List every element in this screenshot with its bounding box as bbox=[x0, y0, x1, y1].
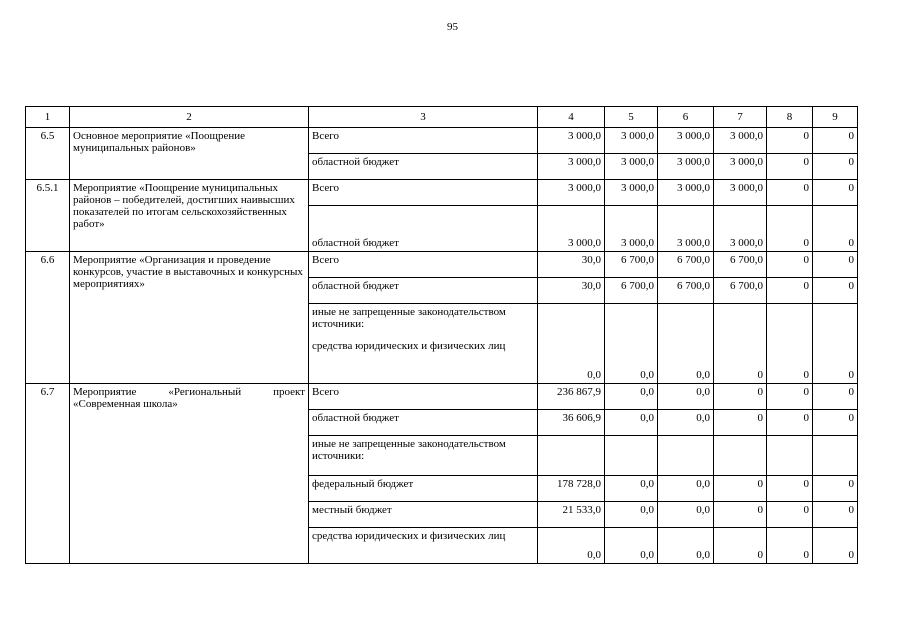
row-code: 6.6 bbox=[26, 252, 70, 384]
value-cell: 0,0 bbox=[658, 528, 714, 564]
value-cell: 0 bbox=[714, 384, 767, 410]
value-cell: 3 000,0 bbox=[538, 128, 605, 154]
value-cell: 0,0 bbox=[658, 384, 714, 410]
source-label: местный бюджет bbox=[309, 502, 538, 528]
source-label: областной бюджет bbox=[309, 154, 538, 180]
table-row bbox=[26, 384, 858, 410]
value-cell: 0 bbox=[813, 206, 858, 252]
value-cell: 3 000,0 bbox=[538, 206, 605, 252]
value-cell: 0,0 bbox=[538, 528, 605, 564]
row-code: 6.5.1 bbox=[26, 180, 70, 252]
value-cell: 0 bbox=[767, 278, 813, 304]
header-cell: 7 bbox=[714, 107, 767, 128]
value-cell: 0 bbox=[767, 128, 813, 154]
value-cell: 30,0 bbox=[538, 278, 605, 304]
table-row bbox=[26, 252, 858, 278]
value-cell: 6 700,0 bbox=[714, 252, 767, 278]
page-number: 95 bbox=[447, 21, 458, 33]
value-cell: 3 000,0 bbox=[658, 154, 714, 180]
value-cell: 0 bbox=[767, 410, 813, 436]
row-name-line: Мероприятие «Региональный проект bbox=[73, 386, 305, 398]
value-cell: 0 bbox=[767, 252, 813, 278]
value-cell: 0 bbox=[767, 180, 813, 206]
source-label: Всего bbox=[309, 180, 538, 206]
source-cell bbox=[309, 304, 538, 384]
row-name bbox=[70, 384, 309, 564]
other-sources-label: иные не запрещенные законодательством источники: bbox=[309, 436, 538, 476]
value-cell: 0,0 bbox=[538, 304, 605, 384]
value-cell bbox=[714, 436, 767, 476]
table-row bbox=[26, 180, 858, 206]
budget-table bbox=[25, 106, 858, 564]
value-cell: 0 bbox=[767, 502, 813, 528]
value-cell: 3 000,0 bbox=[538, 154, 605, 180]
value-cell: 0,0 bbox=[605, 384, 658, 410]
value-cell: 0 bbox=[813, 278, 858, 304]
value-cell: 236 867,9 bbox=[538, 384, 605, 410]
value-cell: 0,0 bbox=[658, 410, 714, 436]
value-cell: 0 bbox=[714, 502, 767, 528]
value-cell: 3 000,0 bbox=[605, 128, 658, 154]
source-label: областной бюджет bbox=[309, 206, 538, 252]
header-cell: 8 bbox=[767, 107, 813, 128]
value-cell: 0 bbox=[767, 476, 813, 502]
value-cell: 6 700,0 bbox=[658, 252, 714, 278]
header-cell: 6 bbox=[658, 107, 714, 128]
value-cell: 0 bbox=[714, 410, 767, 436]
source-label: федеральный бюджет bbox=[309, 476, 538, 502]
value-cell: 30,0 bbox=[538, 252, 605, 278]
value-cell: 6 700,0 bbox=[658, 278, 714, 304]
value-cell: 0 bbox=[813, 528, 858, 564]
value-cell: 0 bbox=[813, 154, 858, 180]
value-cell: 36 606,9 bbox=[538, 410, 605, 436]
value-cell: 6 700,0 bbox=[605, 278, 658, 304]
value-cell bbox=[767, 436, 813, 476]
source-label: Всего bbox=[309, 252, 538, 278]
value-cell: 0 bbox=[714, 304, 767, 384]
value-cell: 0,0 bbox=[658, 304, 714, 384]
header-row bbox=[26, 107, 858, 128]
value-cell: 0 bbox=[813, 128, 858, 154]
value-cell: 3 000,0 bbox=[714, 154, 767, 180]
value-cell: 0,0 bbox=[605, 528, 658, 564]
value-cell: 0 bbox=[714, 476, 767, 502]
value-cell: 21 533,0 bbox=[538, 502, 605, 528]
value-cell: 3 000,0 bbox=[714, 128, 767, 154]
value-cell: 0 bbox=[714, 528, 767, 564]
header-cell: 4 bbox=[538, 107, 605, 128]
value-cell: 0 bbox=[767, 206, 813, 252]
value-cell: 0 bbox=[813, 304, 858, 384]
header-cell: 5 bbox=[605, 107, 658, 128]
value-cell bbox=[538, 436, 605, 476]
value-cell: 0,0 bbox=[605, 410, 658, 436]
row-name: Мероприятие «Организация и проведение конкурсов, участие в выставочных и конкурсных мероприятиях» bbox=[70, 252, 309, 384]
value-cell: 0,0 bbox=[605, 476, 658, 502]
value-cell: 6 700,0 bbox=[714, 278, 767, 304]
value-cell: 3 000,0 bbox=[658, 206, 714, 252]
table-row bbox=[26, 128, 858, 154]
value-cell bbox=[658, 436, 714, 476]
value-cell: 3 000,0 bbox=[714, 206, 767, 252]
value-cell: 0 bbox=[813, 502, 858, 528]
row-code: 6.5 bbox=[26, 128, 70, 180]
row-name: Основное мероприятие «Поощрение муниципальных районов» bbox=[70, 128, 309, 180]
value-cell: 3 000,0 bbox=[605, 154, 658, 180]
other-sources-label: иные не запрещенные законодательством источники: bbox=[312, 306, 506, 330]
value-cell: 0,0 bbox=[605, 304, 658, 384]
value-cell: 3 000,0 bbox=[538, 180, 605, 206]
value-cell: 3 000,0 bbox=[605, 180, 658, 206]
value-cell: 0 bbox=[813, 476, 858, 502]
value-cell: 0 bbox=[767, 384, 813, 410]
value-cell: 178 728,0 bbox=[538, 476, 605, 502]
source-label: областной бюджет bbox=[309, 278, 538, 304]
value-cell: 0,0 bbox=[658, 502, 714, 528]
value-cell: 0 bbox=[767, 304, 813, 384]
row-name-line: «Современная школа» bbox=[73, 398, 178, 410]
value-cell: 3 000,0 bbox=[658, 128, 714, 154]
source-label: Всего bbox=[309, 384, 538, 410]
source-label: средства юридических и физических лиц bbox=[309, 528, 538, 564]
header-cell: 2 bbox=[70, 107, 309, 128]
row-name: Мероприятие «Поощрение муниципальных районов – победителей, достигших наивысших показателей по итогам сельскохозяйственных работ» bbox=[70, 180, 309, 252]
header-cell: 3 bbox=[309, 107, 538, 128]
row-code: 6.7 bbox=[26, 384, 70, 564]
value-cell: 0 bbox=[767, 528, 813, 564]
value-cell bbox=[605, 436, 658, 476]
source-label: Всего bbox=[309, 128, 538, 154]
source-label: областной бюджет bbox=[309, 410, 538, 436]
source-label: средства юридических и физических лиц bbox=[312, 340, 506, 352]
value-cell: 0 bbox=[767, 154, 813, 180]
header-cell: 9 bbox=[813, 107, 858, 128]
value-cell: 6 700,0 bbox=[605, 252, 658, 278]
value-cell: 0,0 bbox=[658, 476, 714, 502]
value-cell: 3 000,0 bbox=[658, 180, 714, 206]
header-cell: 1 bbox=[26, 107, 70, 128]
value-cell: 3 000,0 bbox=[605, 206, 658, 252]
value-cell: 3 000,0 bbox=[714, 180, 767, 206]
value-cell: 0 bbox=[813, 252, 858, 278]
value-cell: 0 bbox=[813, 180, 858, 206]
value-cell: 0,0 bbox=[605, 502, 658, 528]
value-cell bbox=[813, 436, 858, 476]
value-cell: 0 bbox=[813, 384, 858, 410]
value-cell: 0 bbox=[813, 410, 858, 436]
